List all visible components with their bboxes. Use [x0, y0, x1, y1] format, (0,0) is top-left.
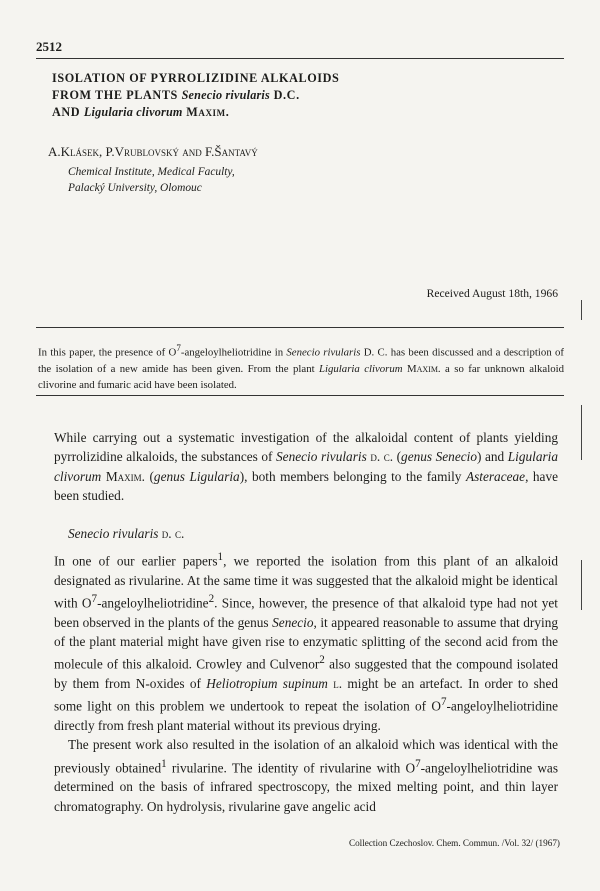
intro-paragraph: While carrying out a systematic investigation of the alkaloidal content of plants yielding pyrrolizidine alkaloids, the substances of Senecio rivularis d. c. (genus Senecio) and Ligularia clivorum Maxim. (genus Ligularia), both members belonging to the family Asteraceae, have been studied.: [54, 430, 559, 503]
paragraph-2: The present work also resulted in the isolation of an alkaloid which was identical with the previously obtained$^1$ rivularine. The identity of rivularine with $O^7$-angeloylheliotridine was determined on the basis of infrared spectroscopy, the mixed melting point, and thin layer chromatography. On hydrolysis, rivularine gave angelic acid: [54, 737, 559, 814]
section-heading: Senecio rivularis d. c.: [68, 526, 185, 541]
abstract-rule-top: [36, 327, 564, 328]
scan-margin-mark: [581, 300, 583, 320]
title-line-1: ISOLATION OF PYRROLIZIDINE ALKALOIDS: [52, 71, 340, 85]
title-line-2: FROM THE PLANTS Senecio rivularis D.C.: [52, 88, 300, 102]
body-text: [54, 548, 558, 816]
affiliation-line-1: Chemical Institute, Medical Faculty,: [68, 166, 235, 178]
scan-margin-mark: [581, 405, 583, 460]
journal-footer: Collection Czechoslov. Chem. Commun. /Vol. 32/ (1967): [348, 838, 560, 848]
article-title: [52, 70, 532, 121]
title-line-3: AND Ligularia clivorum Maxim.: [52, 105, 230, 119]
abstract: In this paper, the presence of $O^7$-angeloylheliotridine in Senecio rivularis D. C. has been discussed and a description of the isolation of a new amide has been given. From the plant Ligularia clivorum Maxim. a so far unknown alkaloid clivorine and fumaric acid have been isolated.: [38, 343, 565, 391]
paragraph-1: In one of our earlier papers$^1$, we reported the isolation from this plant of an alkaloid designated as rivularine. At the same time it was suggested that the alkaloid might be identical with $O^7-angeloylheliotridine^2$. Since, however, the presence of that alkaloid type had not yet been observed in the plants of the genus Senecio, it appeared reasonable to assume that drying of the plant material might have given rise to enzymatic splitting of the second acid from the molecule of this alkaloid. Crowley and Culvenor$^2$ also suggested that the compound isolated by them from N-oxides of Heliotropium supinum l. might be an artefact. In order to shed some light on this problem we undertook to repeat the isolation of $O^7$-angeloylheliotridine directly from fresh plant material without its previous drying.: [54, 551, 558, 734]
affiliation: [68, 164, 235, 196]
page-number: 2512: [36, 39, 62, 54]
authors: A.Klásek, P.Vrublovský and F.Šantavý: [48, 144, 258, 159]
received-date: Received August 18th, 1966: [426, 287, 558, 300]
scan-margin-mark: [581, 560, 583, 610]
page-header: [36, 38, 564, 59]
affiliation-line-2: Palacký University, Olomouc: [68, 182, 202, 194]
abstract-rule-bottom: [36, 395, 564, 396]
